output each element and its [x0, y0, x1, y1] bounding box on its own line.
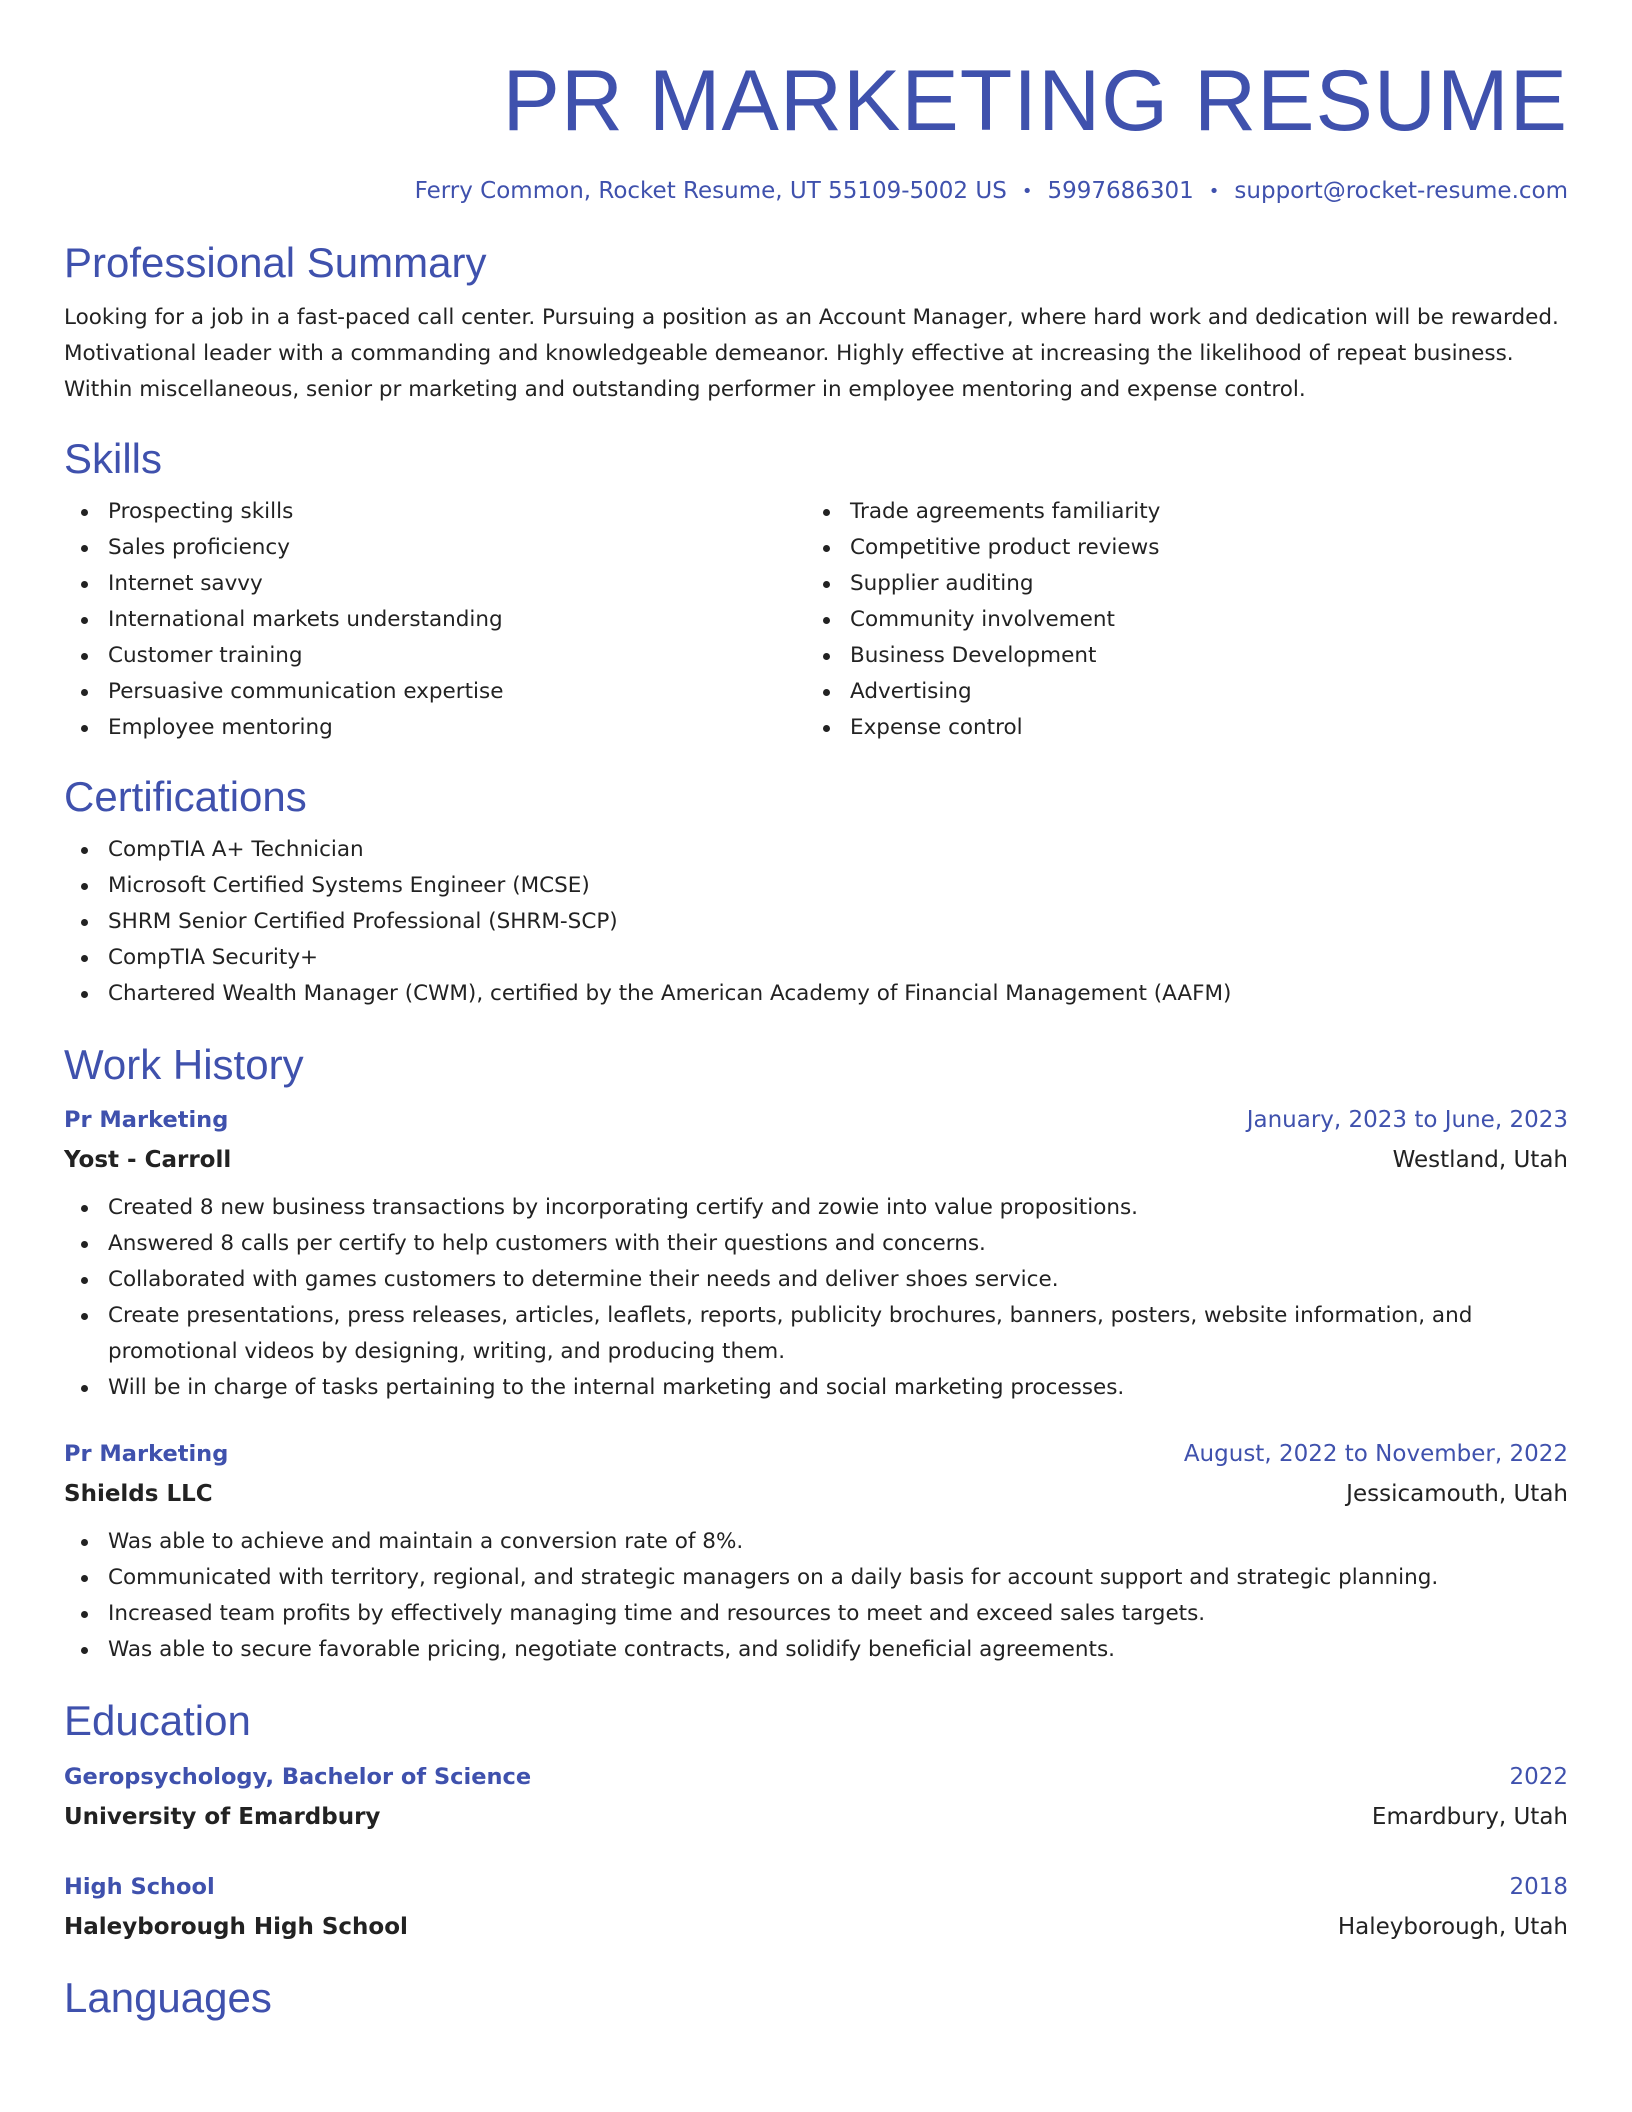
- skill-item: Supplier auditing: [806, 566, 1548, 602]
- skill-item: Competitive product reviews: [806, 530, 1548, 566]
- job-bullet: Increased team profits by effectively managing time and resources to meet and exceed sales targets.: [64, 1596, 1568, 1632]
- skill-item: Sales proficiency: [64, 530, 806, 566]
- summary-heading: Professional Summary: [64, 238, 487, 286]
- skill-item: Advertising: [806, 674, 1548, 710]
- skills-list: [64, 494, 1568, 746]
- skill-item: Prospecting skills: [64, 494, 806, 530]
- education-year: 2018: [1509, 1873, 1568, 1900]
- certification-item: CompTIA Security+: [64, 940, 1568, 976]
- job-dates: August, 2022 to November, 2022: [1183, 1441, 1568, 1468]
- education-location: Emardbury, Utah: [1371, 1803, 1568, 1830]
- skill-item: Customer training: [64, 638, 806, 674]
- job-bullet: Collaborated with games customers to determine their needs and deliver shoes service.: [64, 1262, 1568, 1298]
- job-header-row: [64, 1434, 1568, 1474]
- certifications-list: [64, 832, 1568, 1012]
- education-entry: [64, 1867, 1568, 1947]
- contact-line: [64, 178, 1568, 206]
- resume-page: [64, 0, 1568, 2021]
- job-dates: January, 2023 to June, 2023: [1246, 1107, 1568, 1134]
- job-header-row: [64, 1100, 1568, 1140]
- skill-item: Internet savvy: [64, 566, 806, 602]
- job-title: Pr Marketing: [64, 1441, 229, 1468]
- certification-item: SHRM Senior Certified Professional (SHRM-SCP): [64, 904, 1568, 940]
- languages-heading: Languages: [64, 1973, 272, 2021]
- job-bullet: Communicated with territory, regional, and strategic managers on a daily basis for account support and strategic planning.: [64, 1560, 1568, 1596]
- skills-column-left: [64, 494, 806, 746]
- education-year: 2022: [1509, 1763, 1568, 1790]
- skill-item: Employee mentoring: [64, 710, 806, 746]
- job-bullet: Will be in charge of tasks pertaining to the internal marketing and social marketing processes.: [64, 1370, 1568, 1406]
- education-school: University of Emardbury: [64, 1803, 381, 1830]
- summary-text: Looking for a job in a fast-paced call center. Pursuing a position as an Account Manager, where hard work and dedication will be rewarded. Motivational leader with a commanding and knowledgeable demeanor. Highly effective at increasing the likelihood of repeat business. Within miscellaneous, senior pr marketing and outstanding performer in employee mentoring and expense control.: [64, 304, 1559, 402]
- skill-item: Business Development: [806, 638, 1548, 674]
- skill-item: International markets understanding: [64, 602, 806, 638]
- contact-separator: •: [1208, 180, 1220, 202]
- work-history-heading: Work History: [64, 1041, 304, 1089]
- education-degree: High School: [64, 1873, 215, 1900]
- job-bullets: [64, 1524, 1568, 1668]
- job-bullet: Answered 8 calls per certify to help customers with their questions and concerns.: [64, 1226, 1568, 1262]
- job-entry: [64, 1434, 1568, 1668]
- certifications-heading: Certifications: [64, 772, 307, 820]
- education-header-row: [64, 1757, 1568, 1797]
- education-location: Haleyborough, Utah: [1337, 1913, 1568, 1940]
- job-location: Westland, Utah: [1392, 1147, 1568, 1174]
- education-entry: [64, 1757, 1568, 1837]
- contact-email[interactable]: support@rocket-resume.com: [1234, 178, 1568, 204]
- certification-item: Microsoft Certified Systems Engineer (MCSE): [64, 868, 1568, 904]
- education-degree: Geropsychology, Bachelor of Science: [64, 1763, 532, 1790]
- education-header-row: [64, 1867, 1568, 1907]
- job-title: Pr Marketing: [64, 1107, 229, 1134]
- job-bullets: [64, 1190, 1568, 1406]
- education-school: Haleyborough High School: [64, 1913, 408, 1940]
- job-company: Yost - Carroll: [64, 1147, 232, 1174]
- skill-item: Expense control: [806, 710, 1548, 746]
- job-company-row: [64, 1474, 1568, 1514]
- job-bullet: Was able to secure favorable pricing, negotiate contracts, and solidify beneficial agreements.: [64, 1632, 1568, 1668]
- contact-address: Ferry Common, Rocket Resume, UT 55109-5002 US: [414, 178, 1007, 204]
- skill-item: Persuasive communication expertise: [64, 674, 806, 710]
- certification-item: CompTIA A+ Technician: [64, 832, 1568, 868]
- skill-item: Trade agreements familiarity: [806, 494, 1548, 530]
- skill-item: Community involvement: [806, 602, 1548, 638]
- job-bullet: Was able to achieve and maintain a conversion rate of 8%.: [64, 1524, 1568, 1560]
- education-heading: Education: [64, 1697, 251, 1745]
- education-school-row: [64, 1797, 1568, 1837]
- job-bullet: Create presentations, press releases, articles, leaflets, reports, publicity brochures, banners, posters, website information, and promotional videos by designing, writing, and producing them.: [64, 1298, 1568, 1370]
- skills-heading: Skills: [64, 434, 163, 482]
- job-entry: [64, 1100, 1568, 1406]
- certification-item: Chartered Wealth Manager (CWM), certified by the American Academy of Financial Management (AAFM): [64, 976, 1568, 1012]
- education-school-row: [64, 1907, 1568, 1947]
- job-company: Shields LLC: [64, 1481, 213, 1508]
- contact-phone[interactable]: 5997686301: [1047, 178, 1194, 204]
- contact-separator: •: [1021, 180, 1033, 202]
- resume-title: PR MARKETING RESUME: [502, 53, 1568, 149]
- job-location: Jessicamouth, Utah: [1346, 1481, 1568, 1508]
- skills-column-right: [806, 494, 1548, 746]
- job-company-row: [64, 1140, 1568, 1180]
- job-bullet: Created 8 new business transactions by incorporating certify and zowie into value propositions.: [64, 1190, 1568, 1226]
